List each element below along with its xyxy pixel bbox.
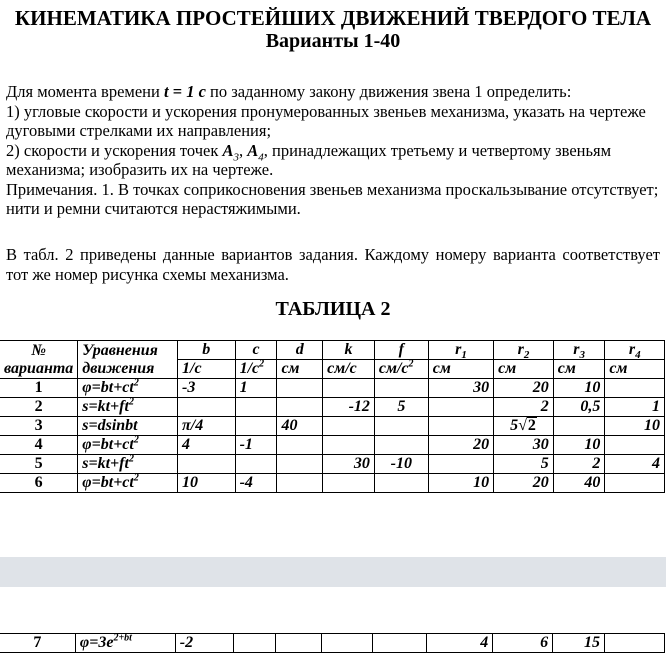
header-r2: $r_2$ (494, 341, 554, 360)
document-title: КИНЕМАТИКА ПРОСТЕЙШИХ ДВИЖЕНИЙ ТВЕРДОГО ТЕЛА (14, 6, 652, 30)
header-c: c (235, 341, 277, 360)
table-row: 1 $\varphi=bt+ct^2$ -3 1 30 20 10 (0, 379, 665, 398)
unit-c: $1/с^2$ (235, 360, 277, 379)
header-b: b (178, 341, 236, 360)
unit-b: 1/с (178, 360, 236, 379)
table-row: 5 $s=kt+ft^2$ 30 -10 5 2 4 (0, 455, 665, 474)
unit-r3: см (553, 360, 605, 379)
unit-f: $см/с^2$ (374, 360, 428, 379)
task-description (6, 82, 660, 219)
variants-table-continued (0, 633, 665, 653)
table-reference-paragraph: В табл. 2 приведены данные вариантов задания. Каждому номеру варианта соответствует тот же номер рисунка схемы механизма. (6, 245, 660, 284)
document-subtitle: Варианты 1-40 (265, 30, 401, 52)
table-row: 2 $s=kt+ft^2$ -12 5 2 0,5 1 (0, 398, 665, 417)
header-d: d (277, 341, 323, 360)
table-row: 7 $\varphi=3e^{2+bt}$ -2 4 6 15 (0, 634, 665, 653)
unit-d: см (277, 360, 323, 379)
task-item-2: 2) скорости и ускорения точек $A_3$, $A_4$, принадлежащих третьему и четвертому звеньям механизма; изобразить их на чертеже. (6, 140, 612, 179)
variants-table (0, 340, 665, 493)
header-variant-number: № варианта (0, 341, 78, 379)
header-k: k (323, 341, 375, 360)
r2-root-value: 5√2 (494, 417, 554, 436)
table-row: 4 $\varphi=bt+ct^2$ 4 -1 20 30 10 (0, 436, 665, 455)
table-caption: ТАБЛИЦА 2 (275, 298, 391, 320)
header-f: f (374, 341, 428, 360)
task-item-1: 1) угловые скорости и ускорения пронумерованных звеньев механизма, указать на чертеже дуговыми стрелками их направления; (6, 101, 646, 140)
task-note: Примечания. 1. В точках соприкосновения звеньев механизма проскальзывание отсутствует; нити и ремни считаются нерастяжимыми. (6, 179, 659, 218)
header-r3: $r_3$ (553, 341, 605, 360)
unit-k: см/с (323, 360, 375, 379)
document-page-2 (0, 587, 666, 657)
table-row: 3 s=dsinbt π/4 40 5√2 10 (0, 417, 665, 436)
header-motion-equations: Уравнения движения (78, 341, 178, 379)
unit-r4: см (605, 360, 665, 379)
header-r4: $r_4$ (605, 341, 665, 360)
page-gap (0, 557, 666, 587)
table-header-row (0, 341, 665, 360)
table-row: 6 $\varphi=bt+ct^2$ 10 -4 10 20 40 (0, 474, 665, 493)
unit-r1: см (428, 360, 493, 379)
unit-r2: см (494, 360, 554, 379)
time-value: t = 1 с (163, 82, 206, 101)
header-r1: $r_1$ (428, 341, 493, 360)
task-lead-line: Для момента времени t = 1 с по заданному закону движения звена 1 определить: (6, 82, 572, 101)
